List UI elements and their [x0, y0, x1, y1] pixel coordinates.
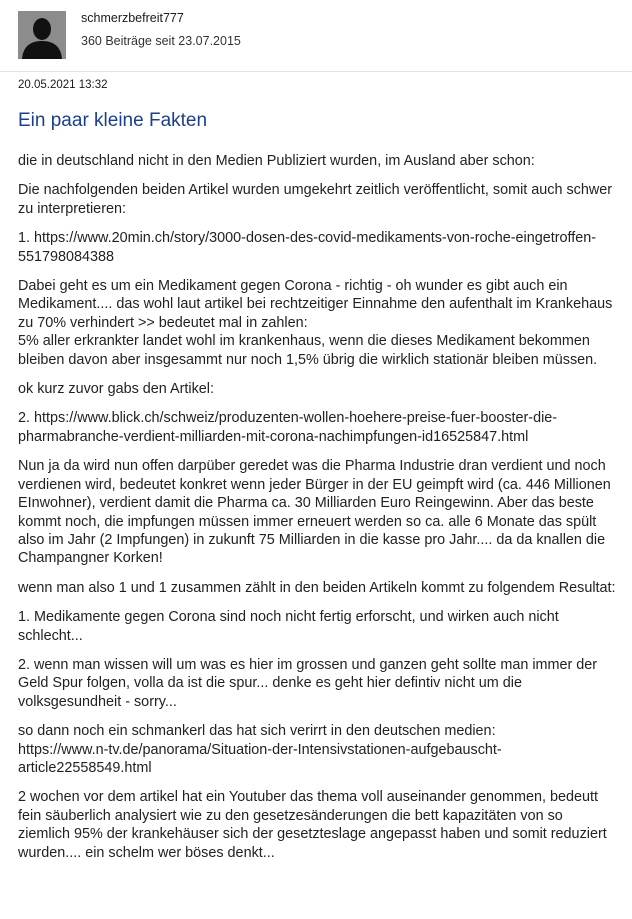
post-text-line: so dann noch ein schmankerl das hat sich verirrt in den deutschen medien: — [18, 723, 496, 740]
user-silhouette-icon[interactable] — [18, 11, 66, 59]
author-username-link[interactable]: schmerzbefreit777 — [81, 11, 184, 25]
post-paragraph — [18, 722, 618, 777]
author-post-count: 360 Beiträge seit 23.07.2015 — [81, 34, 241, 48]
post-paragraph: wenn man also 1 und 1 zusammen zählt in den beiden Artikeln kommt zu folgendem Resultat: — [18, 579, 616, 596]
post-timestamp: 20.05.2021 13:32 — [18, 79, 108, 91]
post-paragraph: 1. Medikamente gegen Corona sind noch nicht fertig erforscht, und wirken auch nicht schlecht... — [18, 609, 559, 644]
post-paragraph: Die nachfolgenden beiden Artikel wurden umgekehrt zeitlich veröffentlicht, somit auch schwer zu interpretieren: — [18, 182, 613, 217]
post-paragraph: die in deutschland nicht in den Medien Publiziert wurden, im Ausland aber schon: — [18, 153, 535, 169]
post-title: Ein paar kleine Fakten — [18, 110, 208, 131]
post-paragraph: 2 wochen vor dem artikel hat ein Youtuber das thema voll auseinander genommen, bedeutt fein säuberlich analysiert wie zu den gesetzesänderungen die bett kapazitäten von so ziemlich 95% der krankehäuser sich der gesetzteslage angepasst haben und somit reduziert wurden.... ein schelm wer böses denkt... — [18, 789, 607, 861]
article-link-blick[interactable]: https://www.blick.ch/schweiz/produzenten-wollen-hoehere-preise-fuer-booster-die-pharmabranche-verdient-milliarden-mit-corona-nachimpfungen-id16525847.html — [18, 410, 558, 445]
article-link-20min[interactable]: https://www.20min.ch/story/3000-dosen-des-covid-medikaments-von-roche-eingetroffen-551798084388 — [18, 230, 597, 265]
post-text-line: 5% aller erkrankter landet wohl im krankenhaus, wenn die dieses Medikament bekommen bleiben davon aber insgesammt nur noch 1,5% übrig die wirklich stationär bleiben müssen. — [18, 333, 598, 368]
post-text-line: Dabei geht es um ein Medikament gegen Corona - richtig - oh wunder es gibt auch ein Medikament.... das wohl laut artikel bei rechtzeitiger Einnahme den aufenthalt im Krankehaus zu 70% verhindert >> bedeutet mal in zahlen: — [18, 278, 613, 331]
post-paragraph: ok kurz zuvor gabs den Artikel: — [18, 381, 214, 398]
list-number: 1. — [18, 230, 34, 247]
avatar-silhouette — [18, 11, 66, 59]
post-body — [18, 152, 618, 873]
post-paragraph-link — [18, 229, 618, 266]
post-paragraph — [18, 277, 618, 369]
list-number: 2. — [18, 410, 34, 427]
post-paragraph: 2. wenn man wissen will um was es hier im grossen und ganzen geht sollte man immer der Geld Spur folgen, volla da ist die spur... denke es geht hier defintiv nicht um die volksgesundheit - sorry... — [18, 656, 598, 710]
author-header — [0, 0, 632, 72]
post-paragraph-link — [18, 409, 618, 446]
post-paragraph: Nun ja da wird nun offen darpüber geredet was die Pharma Industrie dran verdient und noch verdienen wird, bedeutet konkret wenn jeder Bürger in der EU geimpft wird (ca. 446 Millionen EInwohner), verdient damit die Pharma ca. 30 Milliarden Euro Reingewinn. Aber das beste kommt noch, die impfungen müssen immer erneuert werden so ca. alle 6 Monate das spült also im Jahr (2 Impfungen) in zukunft 75 Milliarden in die kasse pro Jahr.... da da knallen die Champangner Korken! — [18, 458, 611, 567]
article-link-ntv[interactable]: https://www.n-tv.de/panorama/Situation-der-Intensivstationen-aufgebauscht-article22558549.html — [18, 741, 502, 776]
